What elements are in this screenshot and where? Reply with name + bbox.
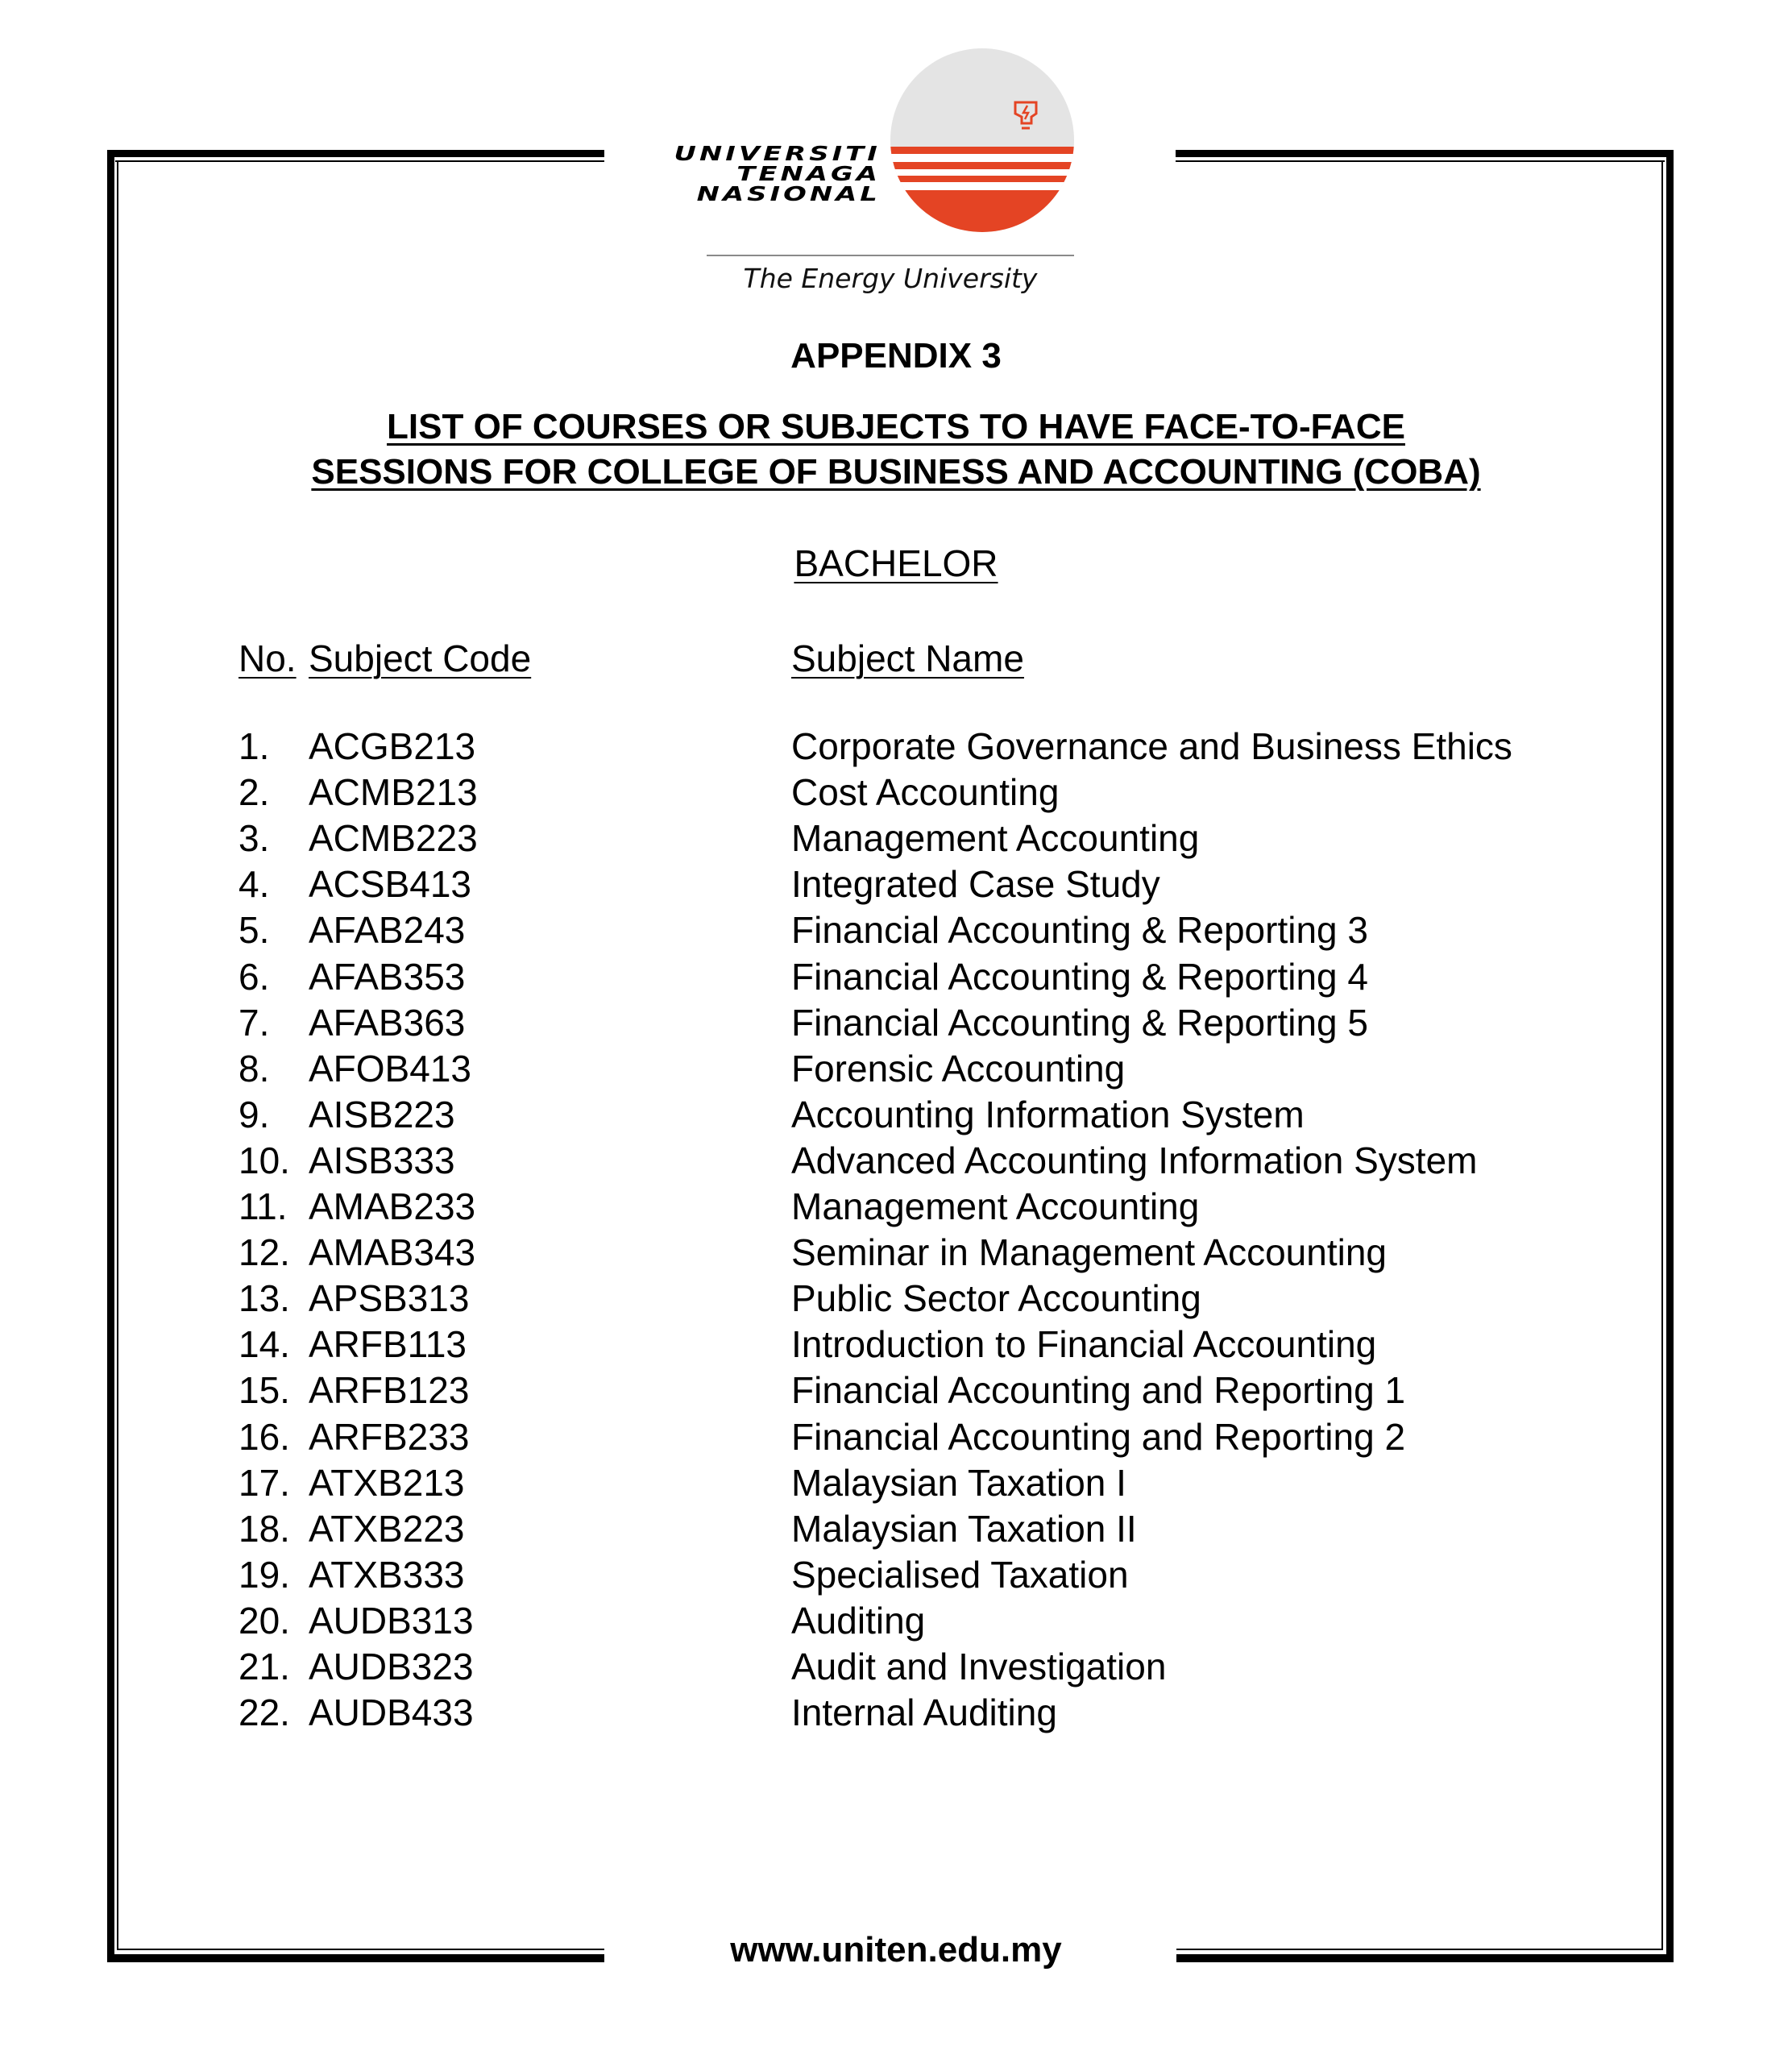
subject-code: AUDB433 bbox=[309, 1691, 474, 1734]
logo-line-3: NASIONAL bbox=[696, 182, 881, 205]
header-subject-code: Subject Code bbox=[309, 637, 532, 679]
title-line-1: LIST OF COURSES OR SUBJECTS TO HAVE FACE-TO-FACE bbox=[387, 407, 1405, 446]
subject-name: Malaysian Taxation II bbox=[791, 1507, 1137, 1550]
row-number: 7. bbox=[239, 1001, 270, 1044]
subject-code: AMAB343 bbox=[309, 1231, 476, 1274]
row-number: 8. bbox=[239, 1047, 270, 1090]
section-heading bbox=[0, 542, 1792, 585]
website-footer: www.uniten.edu.my bbox=[730, 1930, 1062, 1970]
row-number: 12. bbox=[239, 1231, 290, 1274]
row-number: 19. bbox=[239, 1553, 290, 1596]
subject-name: Financial Accounting & Reporting 3 bbox=[791, 909, 1368, 952]
row-number: 3. bbox=[239, 817, 270, 860]
row-number: 9. bbox=[239, 1093, 270, 1135]
subject-code: ARFB113 bbox=[309, 1323, 467, 1366]
logo-line-1: UNIVERSITI bbox=[674, 142, 881, 165]
subject-name: Accounting Information System bbox=[791, 1093, 1305, 1135]
subject-code: AISB333 bbox=[309, 1139, 455, 1181]
header-subject-name: Subject Name bbox=[791, 637, 1024, 679]
subject-code: ACGB213 bbox=[309, 725, 476, 767]
subject-name: Auditing bbox=[791, 1599, 926, 1642]
subject-name: Specialised Taxation bbox=[791, 1553, 1129, 1596]
subject-code: AUDB313 bbox=[309, 1599, 474, 1642]
subject-code: ATXB333 bbox=[309, 1553, 465, 1596]
row-number: 22. bbox=[239, 1691, 290, 1734]
subject-name: Management Accounting bbox=[791, 1185, 1200, 1227]
header-no: No. bbox=[239, 637, 297, 679]
subject-name: Management Accounting bbox=[791, 817, 1200, 860]
subject-code: APSB313 bbox=[309, 1277, 470, 1320]
logo-line-2: TENAGA bbox=[736, 162, 881, 185]
subject-code: ACMB213 bbox=[309, 771, 478, 814]
subject-name: Financial Accounting and Reporting 2 bbox=[791, 1415, 1406, 1458]
subject-name: Public Sector Accounting bbox=[791, 1277, 1201, 1320]
row-number: 15. bbox=[239, 1369, 290, 1412]
frame-top-right-outer bbox=[1176, 150, 1674, 157]
subject-name: Financial Accounting & Reporting 5 bbox=[791, 1001, 1368, 1044]
row-number: 17. bbox=[239, 1461, 290, 1504]
logo-tagline: The Energy University bbox=[743, 263, 1038, 294]
logo-emblem-icon bbox=[886, 44, 1080, 238]
row-number: 16. bbox=[239, 1415, 290, 1458]
title-line-2: SESSIONS FOR COLLEGE OF BUSINESS AND ACCOUNTING (COBA) bbox=[311, 452, 1481, 492]
logo-divider bbox=[707, 255, 1074, 256]
subject-code: ARFB233 bbox=[309, 1415, 470, 1458]
subject-code: AFAB243 bbox=[309, 909, 466, 952]
subject-name: Internal Auditing bbox=[791, 1691, 1057, 1734]
row-number: 13. bbox=[239, 1277, 290, 1320]
subject-name: Audit and Investigation bbox=[791, 1646, 1167, 1687]
subject-name: Introduction to Financial Accounting bbox=[791, 1323, 1377, 1366]
row-number: 11. bbox=[239, 1185, 288, 1227]
subject-code: ACMB223 bbox=[309, 817, 478, 860]
subject-code: ACSB413 bbox=[309, 863, 472, 906]
subject-name: Corporate Governance and Business Ethics bbox=[791, 725, 1512, 767]
subject-name: Seminar in Management Accounting bbox=[791, 1231, 1387, 1274]
row-number: 10. bbox=[239, 1139, 290, 1181]
appendix-label: APPENDIX 3 bbox=[790, 336, 1002, 376]
subject-name: Financial Accounting and Reporting 1 bbox=[791, 1369, 1406, 1412]
row-number: 1. bbox=[239, 725, 270, 767]
row-number: 4. bbox=[239, 863, 270, 906]
frame-top-left-inner bbox=[115, 160, 604, 162]
row-number: 21. bbox=[239, 1646, 290, 1687]
subject-code: AMAB233 bbox=[309, 1185, 476, 1227]
row-number: 2. bbox=[239, 771, 270, 814]
row-number: 14. bbox=[239, 1323, 290, 1366]
subject-name: Financial Accounting & Reporting 4 bbox=[791, 955, 1368, 998]
row-number: 20. bbox=[239, 1599, 290, 1642]
subject-name: Advanced Accounting Information System bbox=[791, 1139, 1478, 1181]
subject-code: AUDB323 bbox=[309, 1646, 474, 1687]
subject-code: ATXB213 bbox=[309, 1461, 465, 1504]
subject-code: AFOB413 bbox=[309, 1047, 471, 1090]
section-label: BACHELOR bbox=[794, 542, 998, 584]
frame-top-left-outer bbox=[107, 150, 604, 157]
subject-name: Malaysian Taxation I bbox=[791, 1461, 1126, 1504]
document-title bbox=[0, 405, 1792, 495]
subject-code: AFAB363 bbox=[309, 1001, 466, 1044]
subject-code: ATXB223 bbox=[309, 1507, 465, 1550]
subject-name: Forensic Accounting bbox=[791, 1047, 1126, 1090]
frame-top-right-inner bbox=[1176, 160, 1665, 162]
row-number: 5. bbox=[239, 909, 270, 952]
subject-code: AISB223 bbox=[309, 1093, 455, 1135]
row-number: 18. bbox=[239, 1507, 290, 1550]
appendix-heading bbox=[0, 334, 1792, 379]
logo-wordmark bbox=[674, 143, 881, 204]
row-number: 6. bbox=[239, 955, 270, 998]
subject-code: ARFB123 bbox=[309, 1369, 470, 1412]
subject-code: AFAB353 bbox=[309, 955, 466, 998]
subject-name: Integrated Case Study bbox=[791, 863, 1160, 906]
subject-name: Cost Accounting bbox=[791, 771, 1060, 814]
